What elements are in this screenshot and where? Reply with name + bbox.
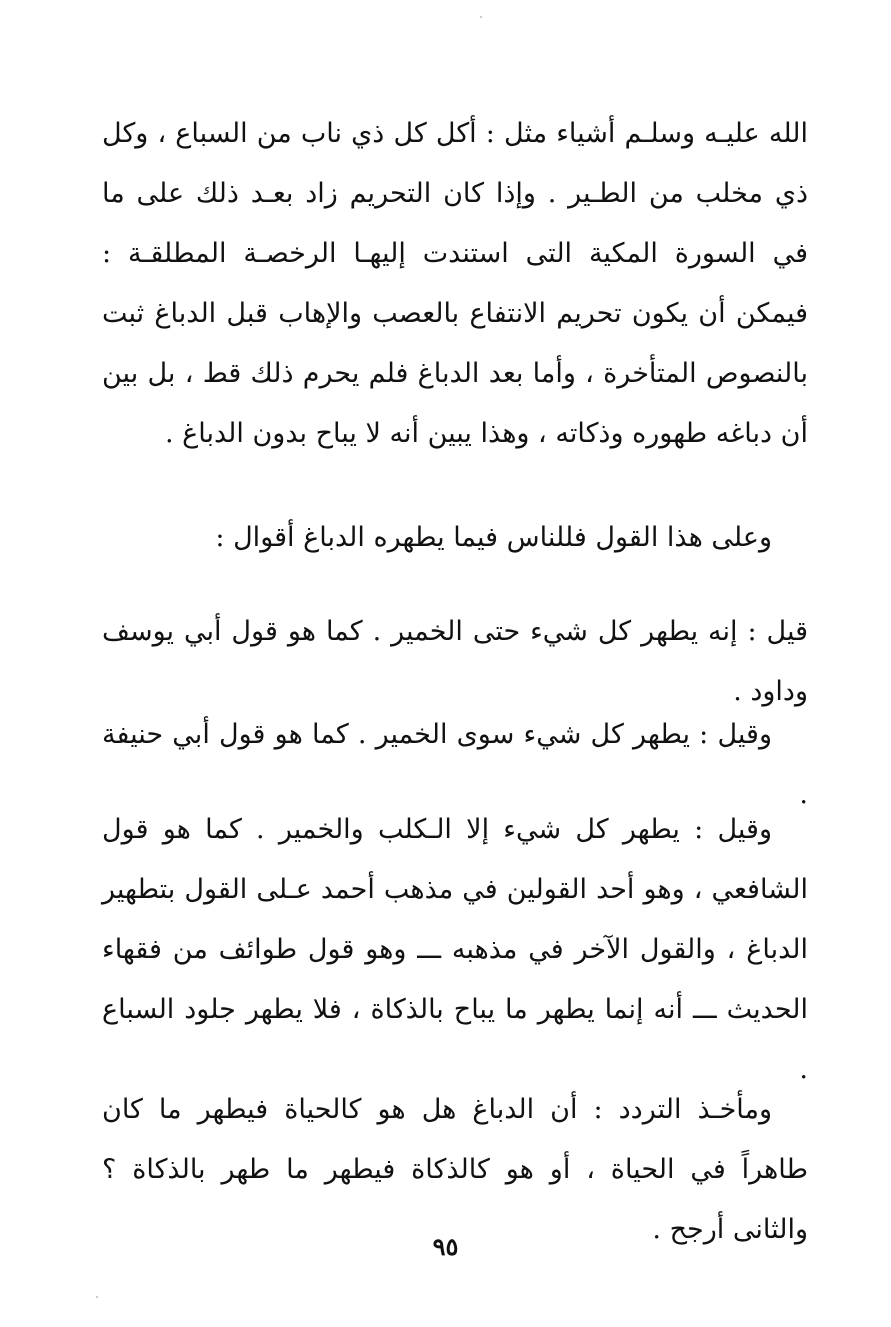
paragraph-opinion-abu-yusuf: قيل : إنه يطهر كل شيء حتى الخمير . كما هو قول أبي يوسف وداود .: [102, 616, 808, 707]
paragraph-opinion-abu-hanifa: وقيل : يطهر كل شيء سوى الخمير . كما هو قول أبي حنيفة .: [102, 719, 808, 810]
paragraph-opinions-intro: وعلى هذا القول فللناس فيما يطهره الدباغ أقوال :: [215, 522, 772, 553]
paragraph-prohibition: الله عليـه وسلـم أشياء مثل : أكل كل ذي ناب من السباع ، وكل ذي مخلب من الطـير . وإذا كان التحريم زاد بعـد ذلك على ما في السورة المكية التى استندت إليهـا الرخصـة المطلقـة : فيمكن أن يكون تحريم الانتفاع بالعصب والإهاب قبل الدباغ ثبت بالنصوص المتأخرة ، وأما بعد الدباغ فلم يحرم ذلك قط ، بل بين أن دباغه طهوره وذكاته ، وهذا يبين أنه لا يباح بدون الدباغ .: [102, 118, 808, 449]
scan-speck: [96, 1296, 98, 1298]
page-number: ٩٥: [432, 1232, 459, 1261]
paragraph-basis-of-hesitation: ومأخـذ التردد : أن الدباغ هل هو كالحياة فيطهر ما كان طاهراً في الحياة ، أو هو كالذكاة فيطهر ما طهر بالذكاة ؟ والثانى أرجح .: [102, 1094, 808, 1245]
paragraph-opinion-shafii: وقيل : يطهر كل شيء إلا الـكلب والخمير . كما هو قول الشافعي ، وهو أحد القولين في مذهب أحمد عـلى القول بتطهير الدباغ ، والقول الآخر في مذهبه ـــ وهو قول طوائف من فقهاء الحديث ـــ أنه إنما يطهر ما يباح بالذكاة ، فلا يطهر جلود السباع .: [102, 814, 808, 1085]
scan-speck: [480, 16, 482, 18]
